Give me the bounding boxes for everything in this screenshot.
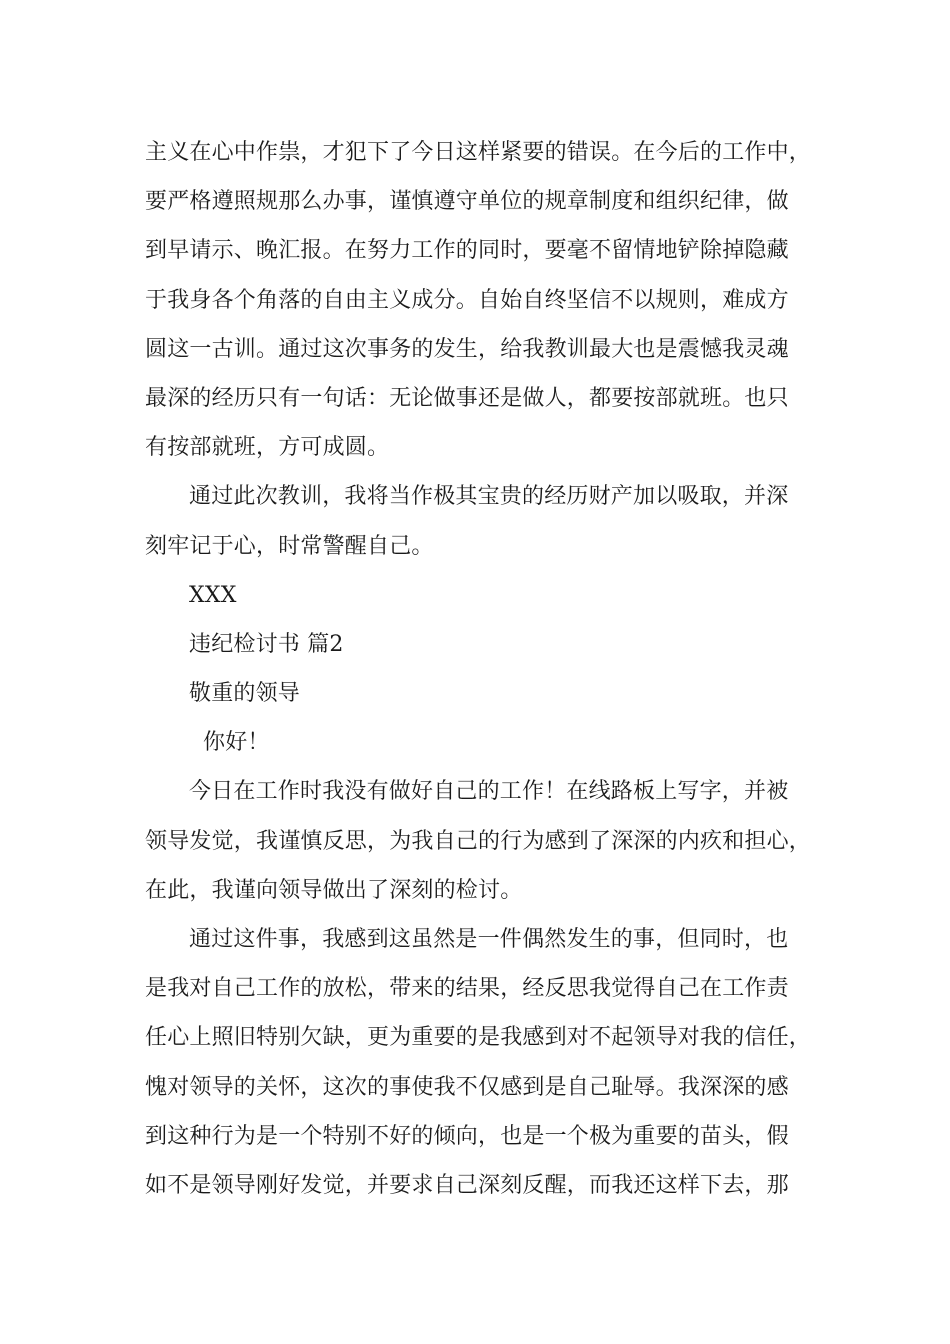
text-line: 任心上照旧特别欠缺，更为重要的是我感到对不起领导对我的信任， bbox=[145, 1025, 812, 1051]
text-line: 圆这一古训。通过这次事务的发生，给我教训最大也是震憾我灵魂 bbox=[145, 336, 789, 362]
text-line: 于我身各个角落的自由主义成分。自始自终坚信不以规则，难成方 bbox=[145, 287, 789, 313]
text-line: 最深的经历只有一句话：无论做事还是做人，都要按部就班。也只 bbox=[145, 385, 789, 411]
paragraph-start-line: 今日在工作时我没有做好自己的工作！在线路板上写字，并被 bbox=[189, 779, 789, 805]
text-line: 要严格遵照规那么办事，谨慎遵守单位的规章制度和组织纪律，做 bbox=[145, 189, 789, 215]
text-line: 刻牢记于心，时常警醒自己。 bbox=[145, 533, 434, 559]
text-line: 有按部就班，方可成圆。 bbox=[145, 435, 390, 461]
text-line: 愧对领导的关怀，这次的事使我不仅感到是自己耻辱。我深深的感 bbox=[145, 1074, 789, 1100]
text-line: 到早请示、晚汇报。在努力工作的同时，要毫不留情地铲除掉隐藏 bbox=[145, 238, 789, 264]
paragraph-start-line: 通过此次教训，我将当作极其宝贵的经历财产加以吸取，并深 bbox=[189, 484, 789, 510]
signature-line: XXX bbox=[189, 582, 237, 608]
text-line: 到这种行为是一个特别不好的倾向，也是一个极为重要的苗头，假 bbox=[145, 1123, 789, 1149]
text-line: 领导发觉，我谨慎反思，为我自己的行为感到了深深的内疚和担心， bbox=[145, 828, 812, 854]
text-line: 是我对自己工作的放松，带来的结果，经反思我觉得自己在工作责 bbox=[145, 976, 789, 1002]
greeting: 你好！ bbox=[203, 730, 270, 756]
text-line: 如不是领导刚好发觉，并要求自己深刻反醒，而我还这样下去，那 bbox=[145, 1172, 789, 1198]
salutation: 敬重的领导 bbox=[189, 681, 301, 707]
paragraph-start-line: 通过这件事，我感到这虽然是一件偶然发生的事，但同时，也 bbox=[189, 927, 789, 952]
text-line: 在此，我谨向领导做出了深刻的检讨。 bbox=[145, 877, 523, 903]
document-body bbox=[145, 128, 825, 1210]
text-line: 主义在心中作祟，才犯下了今日这样紧要的错误。在今后的工作中， bbox=[145, 140, 812, 165]
section-heading: 违纪检讨书 篇2 bbox=[189, 631, 344, 657]
